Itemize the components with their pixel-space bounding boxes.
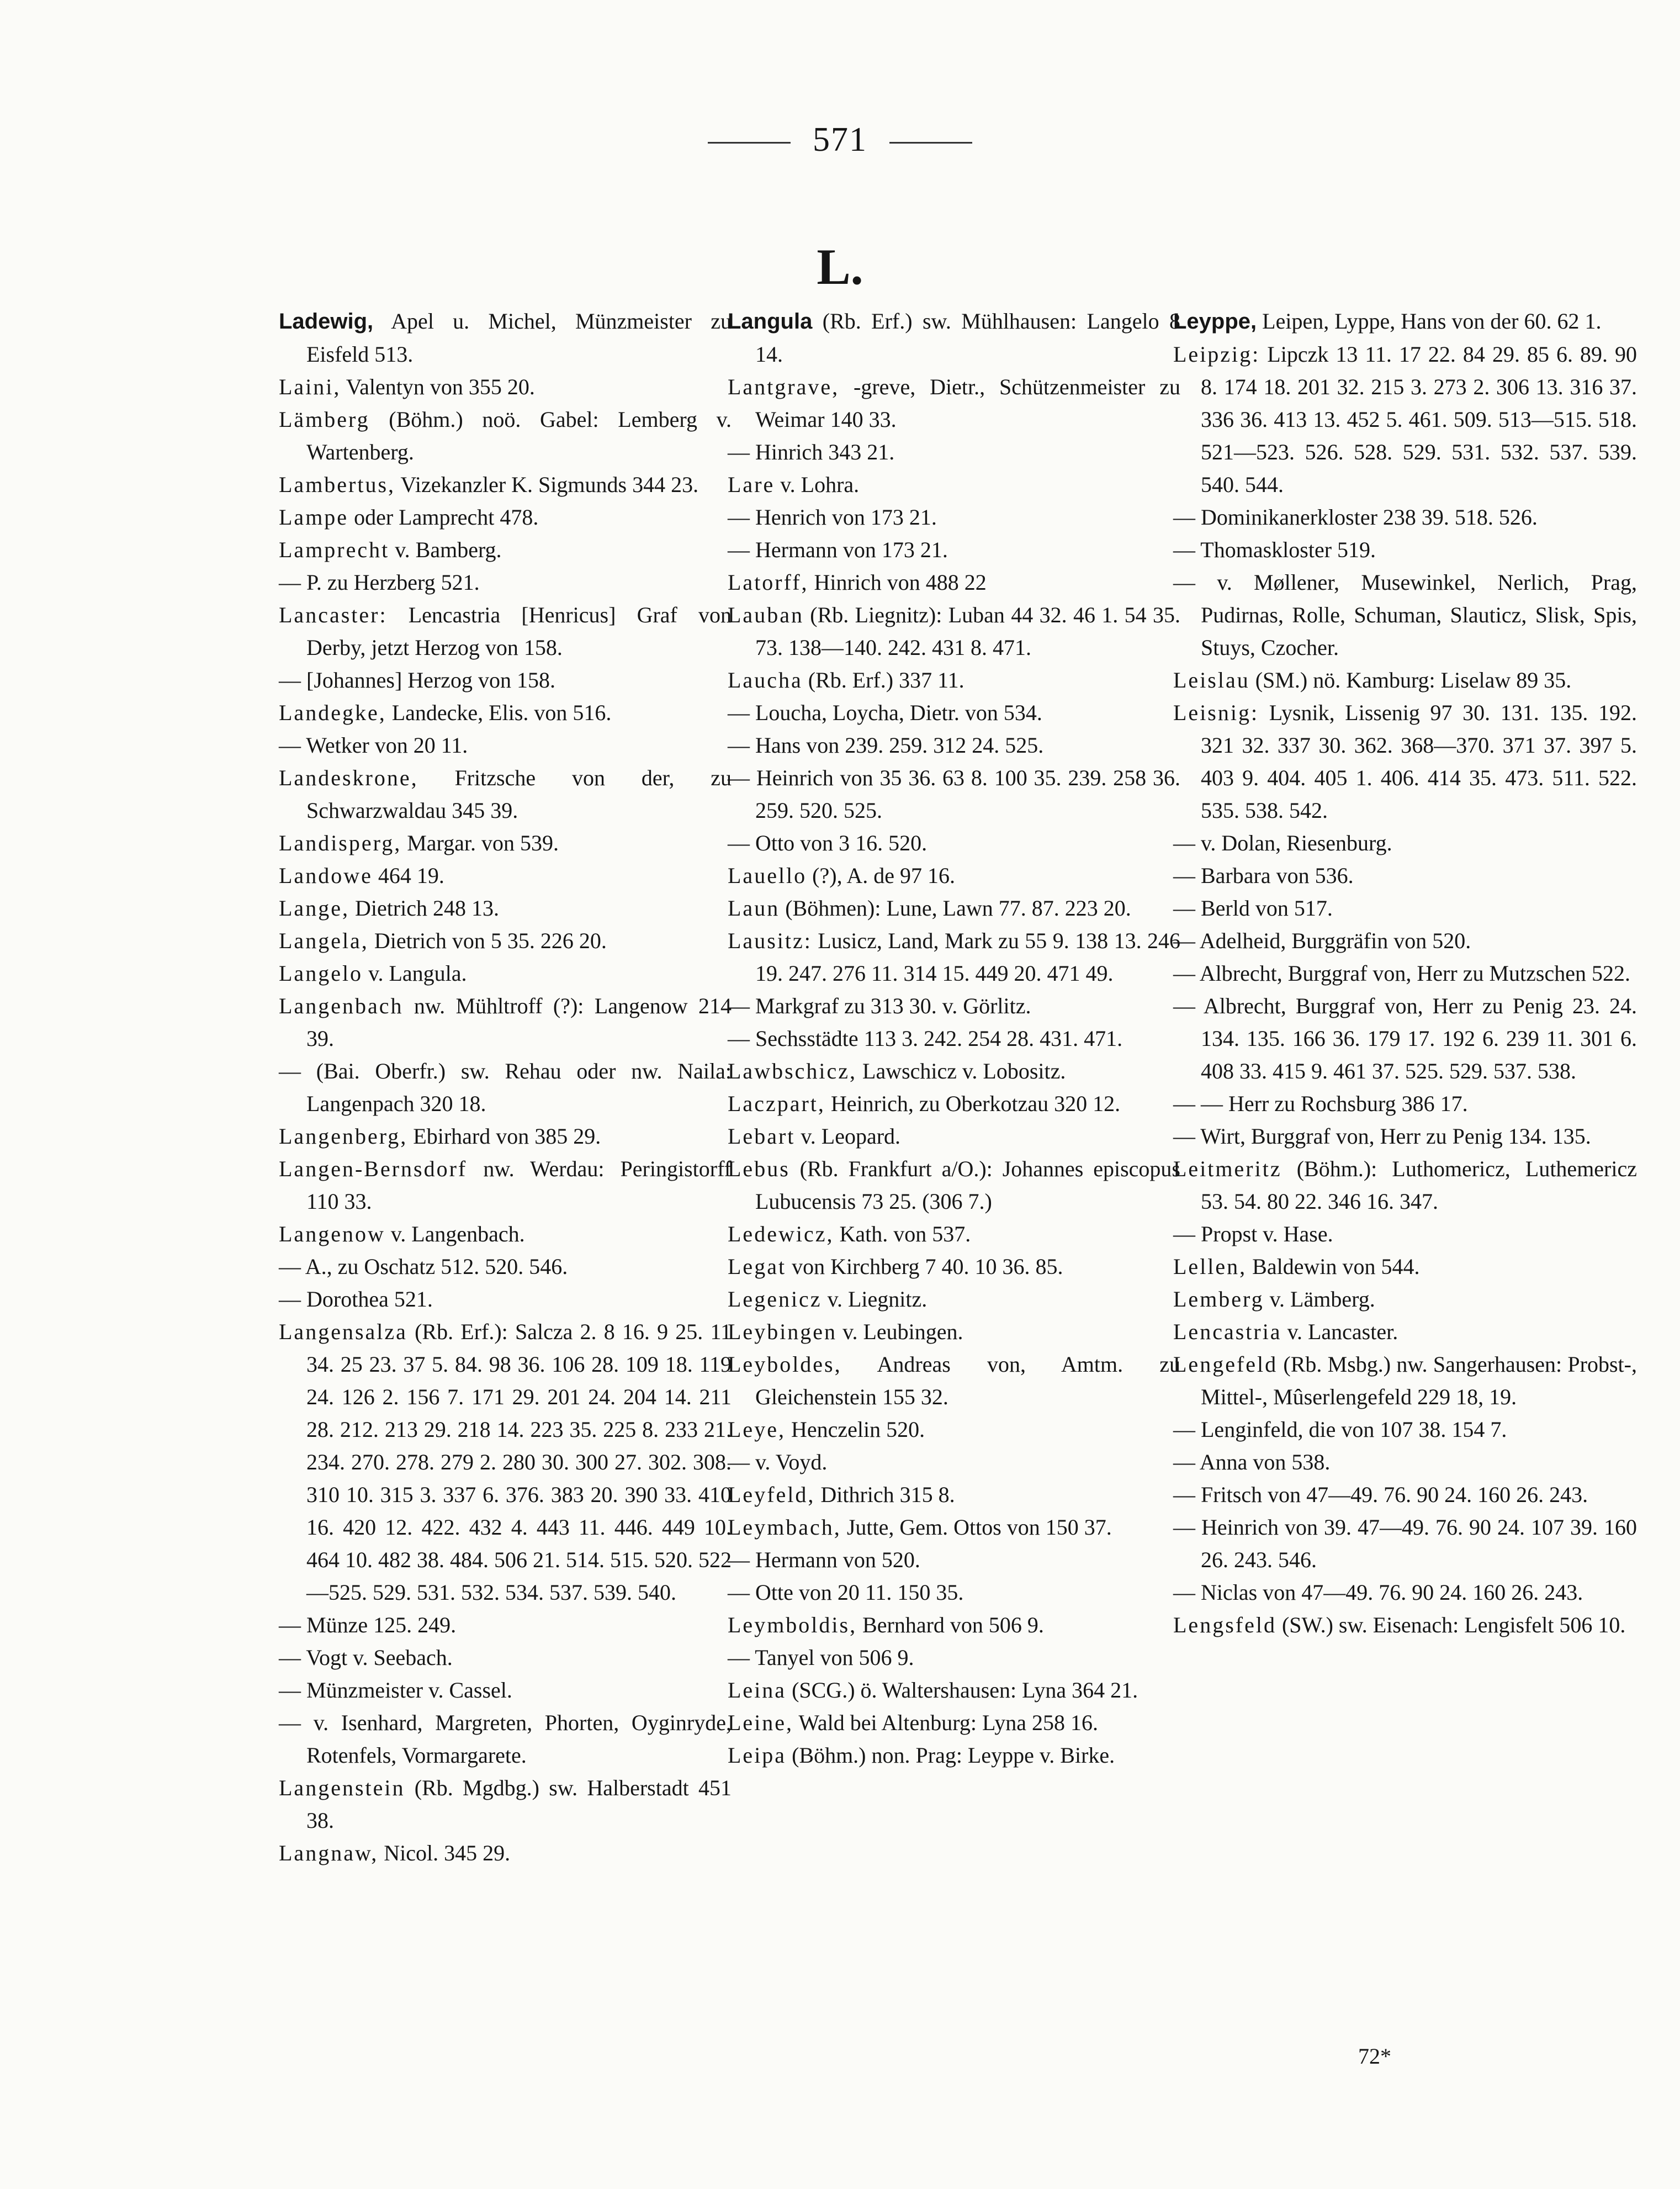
entry-headword: Langenow [279, 1222, 385, 1246]
index-entry [728, 990, 1180, 1022]
entry-headword: Lare [728, 472, 775, 497]
index-entry [279, 501, 732, 533]
index-entry [1173, 1218, 1637, 1250]
entry-text: — Hans von 239. 259. 312 24. 525. [728, 733, 1044, 758]
index-entry [279, 1218, 732, 1250]
entry-text: — Markgraf zu 313 30. v. Görlitz. [728, 993, 1031, 1018]
entry-headword: Lencastria [1173, 1319, 1282, 1344]
entry-headword: Landegke, [279, 700, 386, 725]
index-entry [279, 305, 732, 371]
entry-text: — Hermann von 173 21. [728, 537, 948, 562]
entry-text: — A., zu Oschatz 512. 520. 546. [279, 1254, 568, 1279]
index-entry [1173, 827, 1637, 859]
entry-text: Andreas von, Amtm. zu Gleichenstein 155 32. [755, 1352, 1180, 1409]
index-entry [728, 1348, 1180, 1413]
index-entry [728, 1315, 1180, 1348]
entry-text: Kath. von 537. [834, 1222, 971, 1246]
page-number-text: 571 [813, 121, 867, 158]
index-entry [728, 1283, 1180, 1315]
index-entry [1173, 924, 1637, 957]
index-entry [279, 1120, 732, 1152]
index-entry [279, 729, 732, 762]
index-entry [279, 468, 732, 501]
index-entry [728, 1674, 1180, 1706]
entry-text: (Rb. Frankfurt a/O.): Johannes episcopus Lubucensis 73 25. (306 7.) [755, 1156, 1180, 1214]
index-entry [728, 1055, 1180, 1087]
entry-headword: Lengefeld [1173, 1352, 1278, 1377]
entry-text: — — Herr zu Rochsburg 386 17. [1173, 1091, 1468, 1116]
index-column-2 [728, 305, 1180, 1772]
index-entry [279, 566, 732, 599]
entry-text: v. Lohra. [775, 472, 860, 497]
entry-text: Lusicz, Land, Mark zu 55 9. 138 13. 246 19. 247. 276 11. 314 15. 449 20. 471 49. [755, 928, 1180, 986]
index-entry [728, 859, 1180, 892]
entry-text: (?), A. de 97 16. [807, 863, 955, 888]
index-entry [728, 371, 1180, 436]
entry-headword: Legenicz [728, 1287, 822, 1312]
index-entry [728, 696, 1180, 729]
signature-mark: 72* [1358, 2044, 1391, 2069]
index-entry [1173, 1283, 1637, 1315]
entry-text: — Barbara von 536. [1173, 863, 1354, 888]
index-entry [1173, 1152, 1637, 1218]
index-entry [1173, 1576, 1637, 1609]
entry-headword: Leybingen [728, 1319, 838, 1344]
index-entry [728, 762, 1180, 827]
entry-headword: Landisperg, [279, 831, 402, 855]
entry-headword: Laun [728, 896, 780, 921]
entry-text: oder Lamprecht 478. [348, 505, 539, 530]
index-entry [279, 533, 732, 566]
entry-text: (Rb. Liegnitz): Luban 44 32. 46 1. 54 35. 73. 138—140. 242. 431 8. 471. [755, 602, 1180, 660]
entry-text: — Thomaskloster 519. [1173, 537, 1376, 562]
entry-headword: Leipzig: [1173, 342, 1260, 367]
entry-text: — Wetker von 20 11. [279, 733, 468, 758]
entry-text: von Kirchberg 7 40. 10 36. 85. [786, 1254, 1063, 1279]
entry-headword: Lange, [279, 896, 349, 921]
index-entry [728, 1739, 1180, 1772]
entry-headword: Leitmeritz [1173, 1156, 1282, 1181]
index-entry [728, 1413, 1180, 1446]
entry-text: (Böhm.) non. Prag: Leyppe v. Birke. [786, 1743, 1115, 1768]
index-entry [1173, 1609, 1637, 1641]
index-entry [728, 436, 1180, 468]
entry-text: — Berld von 517. [1173, 896, 1333, 921]
entry-text: — Heinrich von 35 36. 63 8. 100 35. 239. 258 36. 259. 520. 525. [728, 765, 1180, 823]
index-entry [728, 1218, 1180, 1250]
entry-text: Lysnik, Lissenig 97 30. 131. 135. 192. 321 32. 337 30. 362. 368—370. 371 37. 397 5. 403 9. 404. 405 1. 406. 414 35. 473. 511. 522. 535. 538. 542. [1201, 700, 1637, 823]
index-entry [728, 533, 1180, 566]
entry-text: — v. Isenhard, Margreten, Phorten, Oyginryde, Rotenfels, Vormargarete. [279, 1710, 732, 1768]
entry-text: v. Leubingen. [837, 1319, 963, 1344]
entry-text: Leipen, Lyppe, Hans von der 60. 62 1. [1257, 309, 1602, 334]
entry-headword: Latorff, [728, 570, 809, 595]
entry-headword: Leyppe, [1173, 309, 1257, 334]
entry-text: Heinrich, zu Oberkotzau 320 12. [825, 1091, 1121, 1116]
index-entry [728, 1576, 1180, 1609]
index-entry [728, 1022, 1180, 1055]
entry-headword: Leyfeld, [728, 1482, 815, 1507]
index-column-3 [1173, 305, 1637, 1641]
entry-text: (Rb. Mgdbg.) sw. Halberstadt 451 38. [306, 1775, 732, 1833]
entry-text: Lencastria [Henricus] Graf von Derby, jetzt Herzog von 158. [306, 602, 732, 660]
index-entry [279, 990, 732, 1055]
index-entry [728, 1609, 1180, 1641]
index-entry [728, 1120, 1180, 1152]
index-entry [1173, 1250, 1637, 1283]
entry-text: — Hinrich 343 21. [728, 440, 895, 464]
index-entry [1173, 1478, 1637, 1511]
index-entry [728, 599, 1180, 664]
entry-headword: Lamprecht [279, 537, 390, 562]
entry-text: — Albrecht, Burggraf von, Herr zu Penig 23. 24. 134. 135. 166 36. 179 17. 192 6. 239 11. 301 6. 408 33. 415 9. 461 37. 525. 529. 537. 538. [1173, 993, 1637, 1083]
entry-headword: Lancaster: [279, 602, 388, 627]
index-entry [1173, 1446, 1637, 1478]
entry-text: v. Lancaster. [1281, 1319, 1398, 1344]
index-entry [1173, 1087, 1637, 1120]
index-entry [279, 1641, 732, 1674]
entry-text: — Albrecht, Burggraf von, Herr zu Mutzschen 522. [1173, 961, 1630, 986]
entry-text: (Rb. Erf.) sw. Mühlhausen: Langelo 8 14. [755, 309, 1180, 367]
left-rule [708, 142, 791, 144]
index-entry [1173, 892, 1637, 924]
index-entry [279, 924, 732, 957]
entry-text: Jutte, Gem. Ottos von 150 37. [841, 1515, 1112, 1540]
right-rule [889, 142, 972, 144]
entry-headword: Lauello [728, 863, 807, 888]
entry-headword: Langelo [279, 961, 363, 986]
entry-text: Landecke, Elis. von 516. [386, 700, 612, 725]
index-entry [728, 305, 1180, 371]
entry-headword: Lellen, [1173, 1254, 1247, 1279]
entry-text: — Tanyel von 506 9. [728, 1645, 914, 1670]
entry-headword: Ledewicz, [728, 1222, 834, 1246]
index-entry [279, 1283, 732, 1315]
entry-text: Henczelin 520. [785, 1417, 925, 1442]
entry-headword: Lauban [728, 602, 804, 627]
entry-text: Nicol. 345 29. [378, 1841, 511, 1865]
entry-text: Baldewin von 544. [1247, 1254, 1420, 1279]
index-entry [1173, 1348, 1637, 1413]
entry-headword: Leina [728, 1678, 787, 1702]
entry-text: — Adelheid, Burggräfin von 520. [1173, 928, 1471, 953]
entry-headword: Langnaw, [279, 1841, 379, 1865]
index-entry [279, 892, 732, 924]
entry-headword: Lambertus, [279, 472, 396, 497]
index-entry [728, 501, 1180, 533]
entry-headword: Laini, [279, 374, 341, 399]
index-entry [1173, 305, 1637, 338]
entry-headword: Leisnig: [1173, 700, 1259, 725]
entry-headword: Ladewig, [279, 309, 374, 334]
index-entry [728, 1706, 1180, 1739]
entry-text: Wald bei Altenburg: Lyna 258 16. [793, 1710, 1098, 1735]
index-entry [728, 1152, 1180, 1218]
index-entry [279, 1315, 732, 1609]
entry-headword: Legat [728, 1254, 787, 1279]
index-entry [728, 1446, 1180, 1478]
entry-headword: Lausitz: [728, 928, 812, 953]
entry-headword: Leislau [1173, 668, 1250, 692]
index-entry [728, 892, 1180, 924]
index-entry [279, 403, 732, 468]
index-entry [1173, 664, 1637, 696]
entry-headword: Landeskrone, [279, 765, 418, 790]
entry-text: — Münzmeister v. Cassel. [279, 1678, 512, 1702]
index-column-1 [279, 305, 732, 1869]
entry-text: Hinrich von 488 22 [808, 570, 987, 595]
entry-text: — Fritsch von 47—49. 76. 90 24. 160 26. 243. [1173, 1482, 1588, 1507]
entry-text: Ebirhard von 385 29. [407, 1124, 601, 1149]
entry-headword: Leymboldis, [728, 1612, 857, 1637]
index-entry [279, 1055, 732, 1120]
entry-text: — Dominikanerkloster 238 39. 518. 526. [1173, 505, 1538, 530]
entry-text: — Otte von 20 11. 150 35. [728, 1580, 964, 1605]
entry-text: (Rb. Erf.) 337 11. [802, 668, 964, 692]
entry-headword: Langen-Bernsdorf [279, 1156, 468, 1181]
index-entry [279, 371, 732, 403]
entry-text: — Vogt v. Seebach. [279, 1645, 453, 1670]
entry-text: — (Bai. Oberfr.) sw. Rehau oder nw. Naila: Langenpach 320 18. [279, 1059, 732, 1116]
entry-headword: Langenberg, [279, 1124, 408, 1149]
index-entry [728, 1641, 1180, 1674]
index-entry [728, 924, 1180, 990]
entry-text: — Henrich von 173 21. [728, 505, 937, 530]
entry-headword: Langela, [279, 928, 369, 953]
index-entry [279, 957, 732, 990]
entry-text: — v. Voyd. [728, 1450, 828, 1474]
entry-text: Valentyn von 355 20. [341, 374, 535, 399]
entry-headword: Leyboldes, [728, 1352, 842, 1377]
entry-text: — Wirt, Burggraf von, Herr zu Penig 134. 135. [1173, 1124, 1591, 1149]
index-entry [728, 1250, 1180, 1283]
entry-text: — Loucha, Loycha, Dietr. von 534. [728, 700, 1042, 725]
index-entry [279, 696, 732, 729]
index-entry [1173, 859, 1637, 892]
entry-headword: Langula [728, 309, 813, 334]
index-entry [1173, 696, 1637, 827]
entry-text: — [Johannes] Herzog von 158. [279, 668, 555, 692]
entry-headword: Lämberg [279, 407, 370, 432]
index-entry [279, 1250, 732, 1283]
entry-headword: Lemberg [1173, 1287, 1264, 1312]
entry-text: — Otto von 3 16. 520. [728, 831, 928, 855]
entry-headword: Lebus [728, 1156, 790, 1181]
index-entry [728, 468, 1180, 501]
entry-text: Margar. von 539. [401, 831, 559, 855]
index-entry [279, 1152, 732, 1218]
index-entry [728, 1543, 1180, 1576]
index-entry [728, 729, 1180, 762]
entry-text: Dithrich 315 8. [815, 1482, 955, 1507]
index-entry [1173, 1511, 1637, 1576]
entry-text: (SW.) sw. Eisenach: Lengisfelt 506 10. [1276, 1612, 1626, 1637]
entry-headword: Landowe [279, 863, 373, 888]
index-entry [279, 1609, 732, 1641]
entry-text: 464 19. [372, 863, 444, 888]
entry-text: — Hermann von 520. [728, 1547, 920, 1572]
index-entry [279, 1674, 732, 1706]
entry-text: v. Leopard. [795, 1124, 901, 1149]
index-entry [1173, 1413, 1637, 1446]
entry-text: (SM.) nö. Kamburg: Liselaw 89 35. [1249, 668, 1572, 692]
entry-text: Fritzsche von der, zu Schwarzwaldau 345 39. [306, 765, 732, 823]
entry-text: v. Liegnitz. [822, 1287, 928, 1312]
index-entry [1173, 1315, 1637, 1348]
entry-text: v. Lämberg. [1264, 1287, 1375, 1312]
entry-headword: Langenbach [279, 993, 404, 1018]
index-entry [279, 762, 732, 827]
index-entry [1173, 533, 1637, 566]
entry-text: Lipczk 13 11. 17 22. 84 29. 85 6. 89. 90 8. 174 18. 201 32. 215 3. 273 2. 306 13. 316 37. 336 36. 413 13. 452 5. 461. 509. 513—515. 518. 521—523. 526. 528. 529. 531. 532. 537. 539. 540. 544. [1201, 342, 1637, 497]
entry-headword: Leymbach, [728, 1515, 841, 1540]
index-entry [728, 664, 1180, 696]
index-entry [279, 599, 732, 664]
entry-text: — v. Dolan, Riesenburg. [1173, 831, 1392, 855]
entry-headword: Lampe [279, 505, 349, 530]
index-entry [728, 1087, 1180, 1120]
entry-text: (Böhmen): Lune, Lawn 77. 87. 223 20. [780, 896, 1131, 921]
index-entry [279, 1837, 732, 1869]
section-letter: L. [817, 239, 863, 295]
entry-text: — P. zu Herzberg 521. [279, 570, 480, 595]
index-entry [279, 664, 732, 696]
index-entry [1173, 338, 1637, 501]
entry-headword: Leine, [728, 1710, 794, 1735]
index-entry [728, 1478, 1180, 1511]
entry-text: — Heinrich von 39. 47—49. 76. 90 24. 107 39. 160 26. 243. 546. [1173, 1515, 1637, 1572]
entry-text: — Anna von 538. [1173, 1450, 1331, 1474]
entry-headword: Lantgrave, [728, 374, 840, 399]
entry-text: (Rb. Erf.): Salcza 2. 8 16. 9 25. 11 34. 25 23. 37 5. 84. 98 36. 106 28. 109 18. 119 24. 126 2. 156 7. 171 29. 201 24. 204 14. 211 28. 212. 213 29. 218 14. 223 35. 225 8. 233 21. 234. 270. 278. 279 2. 280 30. 300 27. 302. 308. 310 10. 315 3. 337 6. 376. 383 20. 390 33. 410 16. 420 12. 422. 432 4. 443 11. 446. 449 10. 464 10. 482 38. 484. 506 21. 514. 515. 520. 522—525. 529. 531. 532. 534. 537. 539. 540. [306, 1319, 732, 1605]
entry-text: nw. Werdau: Peringistorff 110 33. [306, 1156, 732, 1214]
entry-text: nw. Mühltroff (?): Langenow 214 39. [306, 993, 732, 1051]
entry-headword: Laucha [728, 668, 803, 692]
entry-headword: Langenstein [279, 1775, 405, 1800]
entry-text: Dietrich 248 13. [349, 896, 500, 921]
entry-text: v. Langula. [363, 961, 467, 986]
entry-headword: Lebart [728, 1124, 796, 1149]
entry-text: — Niclas von 47—49. 76. 90 24. 160 26. 243. [1173, 1580, 1583, 1605]
entry-headword: Lengsfeld [1173, 1612, 1276, 1637]
index-entry [1173, 957, 1637, 990]
index-entry [1173, 501, 1637, 533]
entry-headword: Lawbschicz, [728, 1059, 857, 1083]
index-entry [279, 827, 732, 859]
index-entry [1173, 566, 1637, 664]
entry-text: (Böhm.) noö. Gabel: Lemberg v. Wartenberg. [306, 407, 732, 464]
index-entry [728, 827, 1180, 859]
entry-text: (Böhm.): Luthomericz, Luthemericz 53. 54. 80 22. 346 16. 347. [1201, 1156, 1637, 1214]
entry-headword: Leye, [728, 1417, 786, 1442]
entry-text: -greve, Dietr., Schützenmeister zu Weimar 140 33. [755, 374, 1180, 432]
index-entry [728, 566, 1180, 599]
entry-headword: Leipa [728, 1743, 787, 1768]
entry-text: — Propst v. Hase. [1173, 1222, 1333, 1246]
entry-text: (Rb. Msbg.) nw. Sangerhausen: Probst-, Mittel-, Mûserlengefeld 229 18, 19. [1201, 1352, 1637, 1409]
index-entry [279, 1772, 732, 1837]
entry-text: Vizekanzler K. Sigmunds 344 23. [395, 472, 699, 497]
entry-text: Lawschicz v. Lobositz. [857, 1059, 1066, 1083]
index-entry [279, 1706, 732, 1772]
entry-text: Apel u. Michel, Münzmeister zu Eisfeld 513. [306, 309, 732, 367]
entry-text: — v. Møllener, Musewinkel, Nerlich, Prag, Pudirnas, Rolle, Schuman, Slauticz, Slisk, Spis, Stuys, Czocher. [1173, 570, 1637, 660]
entry-text: Bernhard von 506 9. [857, 1612, 1044, 1637]
entry-headword: Langensalza [279, 1319, 407, 1344]
entry-headword: Laczpart, [728, 1091, 825, 1116]
index-entry [1173, 1120, 1637, 1152]
entry-text: Dietrich von 5 35. 226 20. [368, 928, 607, 953]
entry-text: v. Langenbach. [385, 1222, 525, 1246]
entry-text: v. Bamberg. [389, 537, 502, 562]
page-number [0, 120, 1680, 160]
entry-text: — Sechsstädte 113 3. 242. 254 28. 431. 471. [728, 1026, 1123, 1051]
entry-text: — Lenginfeld, die von 107 38. 154 7. [1173, 1417, 1507, 1442]
entry-text: (SCG.) ö. Waltershausen: Lyna 364 21. [786, 1678, 1138, 1702]
index-entry [1173, 990, 1637, 1087]
entry-text: — Münze 125. 249. [279, 1612, 457, 1637]
index-entry [279, 859, 732, 892]
index-entry [728, 1511, 1180, 1543]
entry-text: — Dorothea 521. [279, 1287, 433, 1312]
